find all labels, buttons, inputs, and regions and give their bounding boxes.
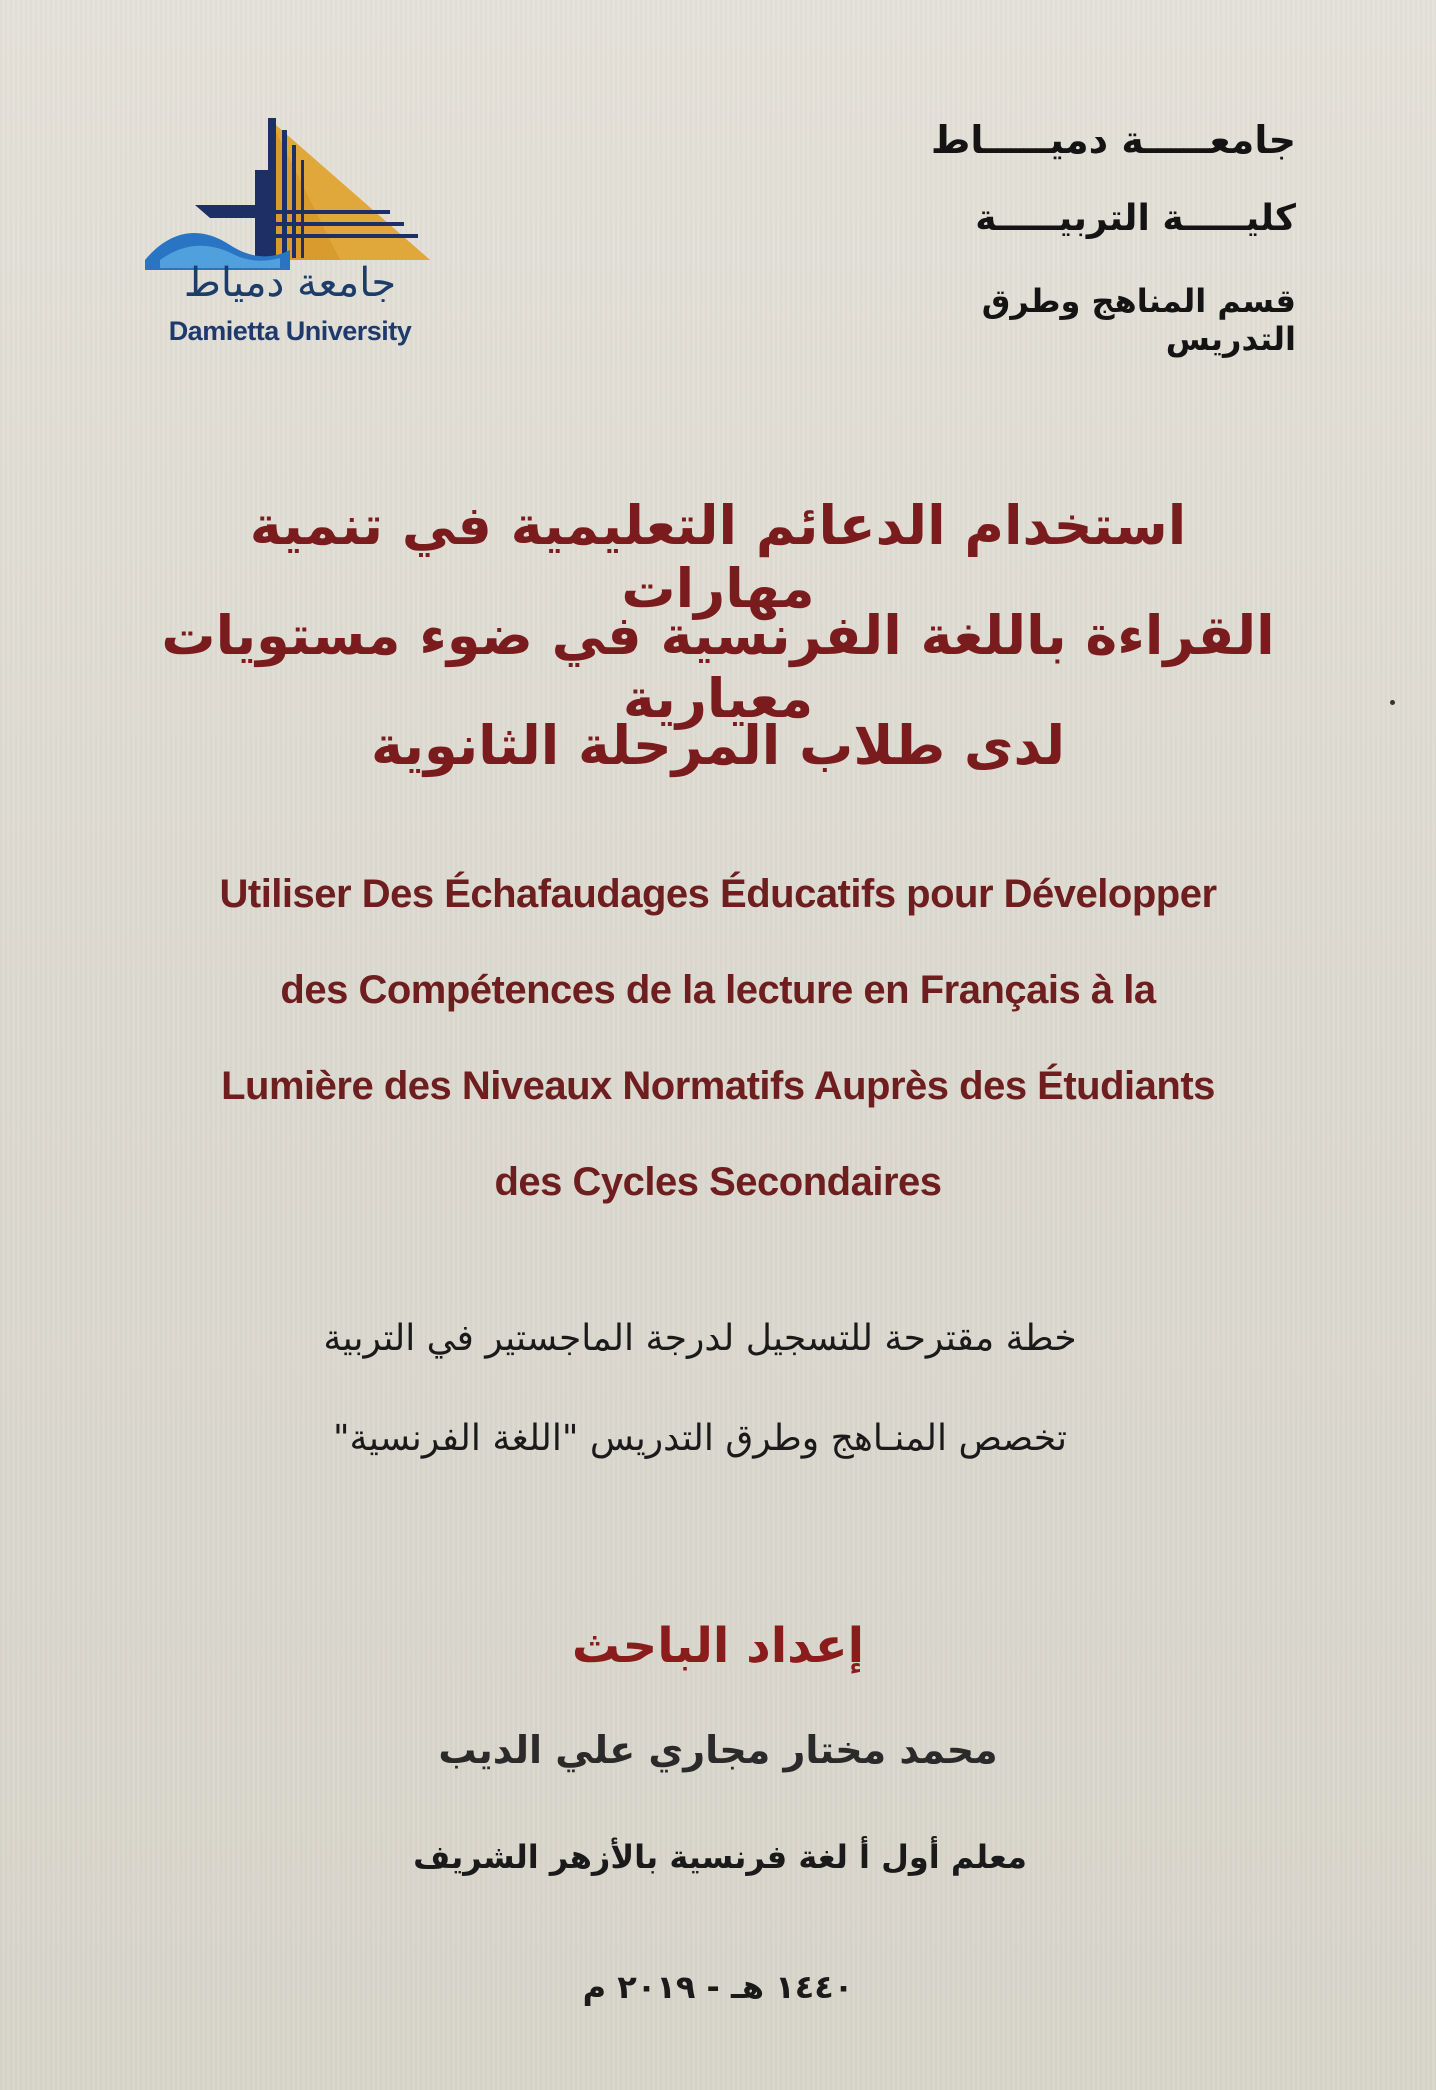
arabic-title-line-3: لدى طلاب المرحلة الثانوية xyxy=(370,714,1066,777)
logo-emblem-icon xyxy=(140,110,440,280)
arabic-title-line-1: استخدام الدعائم التعليمية في تنمية مهارات xyxy=(249,494,1187,620)
french-title-line-3: Lumière des Niveaux Normatifs Auprès des Étudiants xyxy=(221,1064,1215,1108)
plan-line-2: تخصص المنـاهج وطرق التدريس "اللغة الفرنسية" xyxy=(332,1418,1068,1459)
document-date: ١٤٤٠ هـ - ٢٠١٩ م xyxy=(582,1968,854,2006)
researcher-role: معلم أول أ لغة فرنسية بالأزهر الشريف xyxy=(413,1838,1027,1876)
plan-line-1: خطة مقترحة للتسجيل لدرجة الماجستير في التربية xyxy=(323,1318,1077,1359)
logo-arabic-name: جامعة دمياط xyxy=(183,260,397,306)
french-title-line-2: des Compétences de la lecture en Français à la xyxy=(280,968,1156,1012)
researcher-name: محمد مختار مجاري علي الديب xyxy=(438,1728,998,1772)
header-department: قسم المناهج وطرق التدريس xyxy=(981,282,1296,358)
header-faculty: كليـــــة التربيـــــة xyxy=(975,198,1296,239)
french-title-line-1: Utiliser Des Échafaudages Éducatifs pour Développer xyxy=(219,872,1217,916)
university-logo xyxy=(140,110,440,360)
french-title-line-4: des Cycles Secondaires xyxy=(494,1160,942,1204)
arabic-title-line-2: القراءة باللغة الفرنسية في ضوء مستويات معيارية xyxy=(161,604,1275,730)
header-university: جامعـــــة دميـــــاط xyxy=(930,118,1296,162)
paper-speck xyxy=(1390,700,1395,705)
logo-english-name: Damietta University xyxy=(168,316,412,346)
prepared-by-label: إعداد الباحث xyxy=(571,1618,865,1674)
